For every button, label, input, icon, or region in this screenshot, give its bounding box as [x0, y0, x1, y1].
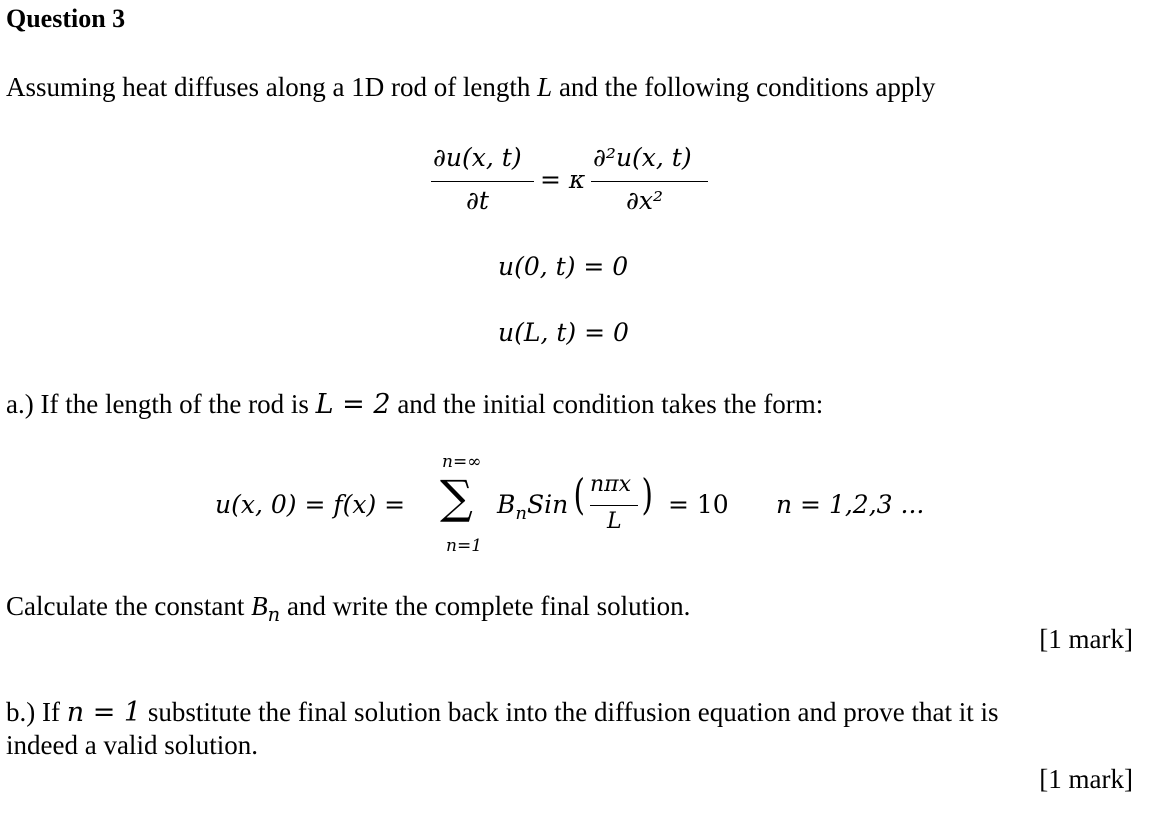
diffusion-rhs-numerator: ∂²u(x, t): [593, 143, 692, 172]
part-a-before: a.) If the length of the rod is: [6, 389, 316, 419]
boundary-condition-2: u(L, t) = 0: [498, 318, 629, 347]
term-b: B: [497, 490, 516, 519]
part-a-intro: [6, 389, 823, 420]
series-term: [497, 490, 569, 524]
diffusion-rhs-denominator: ∂x²: [626, 186, 664, 215]
part-b-line-2: indeed a valid solution.: [6, 730, 258, 760]
initial-condition-rhs: = 10: [668, 490, 729, 519]
part-b-math: n = 1: [66, 697, 142, 728]
sum-symbol: ∑: [440, 470, 473, 524]
part-b-mark: [1 mark]: [1039, 764, 1133, 794]
intro-var: L: [537, 72, 553, 102]
sum-lower-limit: n=1: [446, 536, 483, 556]
part-a-after: and the initial condition takes the form:: [390, 389, 824, 419]
part-b-line-1: [6, 697, 998, 728]
instruction-before: Calculate the constant: [6, 591, 252, 621]
term-b-subscript: n: [515, 502, 527, 524]
argument-numerator: nπx: [590, 472, 632, 497]
question-title: Question 3: [6, 4, 126, 33]
diffusion-rhs-fraction-bar: [591, 181, 708, 182]
instruction-var: B: [251, 591, 268, 621]
part-a-instruction: [6, 591, 691, 627]
diffusion-lhs-fraction-bar: [431, 181, 534, 182]
n-range: n = 1,2,3 ...: [776, 490, 925, 519]
intro-after: and the following conditions apply: [552, 72, 936, 102]
left-paren: (: [573, 470, 585, 519]
sum-upper-limit: n=∞: [442, 452, 482, 472]
intro-text: [6, 72, 935, 103]
instruction-subscript: n: [267, 603, 281, 627]
part-b-before: b.) If: [6, 697, 67, 727]
right-paren: ): [641, 470, 653, 519]
term-sin: Sin: [526, 490, 569, 519]
instruction-after: and write the complete final solution.: [280, 591, 691, 621]
part-a-math: L = 2: [315, 389, 391, 420]
argument-denominator: L: [607, 509, 622, 534]
diffusion-lhs-numerator: ∂u(x, t): [433, 143, 522, 172]
part-a-mark: [1 mark]: [1039, 624, 1133, 654]
diffusion-lhs-denominator: ∂t: [466, 186, 489, 215]
part-b-after: substitute the final solution back into the diffusion equation and prove that it is: [141, 697, 999, 727]
boundary-condition-1: u(0, t) = 0: [498, 252, 629, 281]
initial-condition-lhs: u(x, 0) = f(x) =: [215, 490, 406, 519]
argument-fraction-bar: [590, 505, 638, 506]
diffusion-equals-kappa: = κ: [540, 165, 586, 194]
intro-before: Assuming heat diffuses along a 1D rod of length: [6, 72, 538, 102]
